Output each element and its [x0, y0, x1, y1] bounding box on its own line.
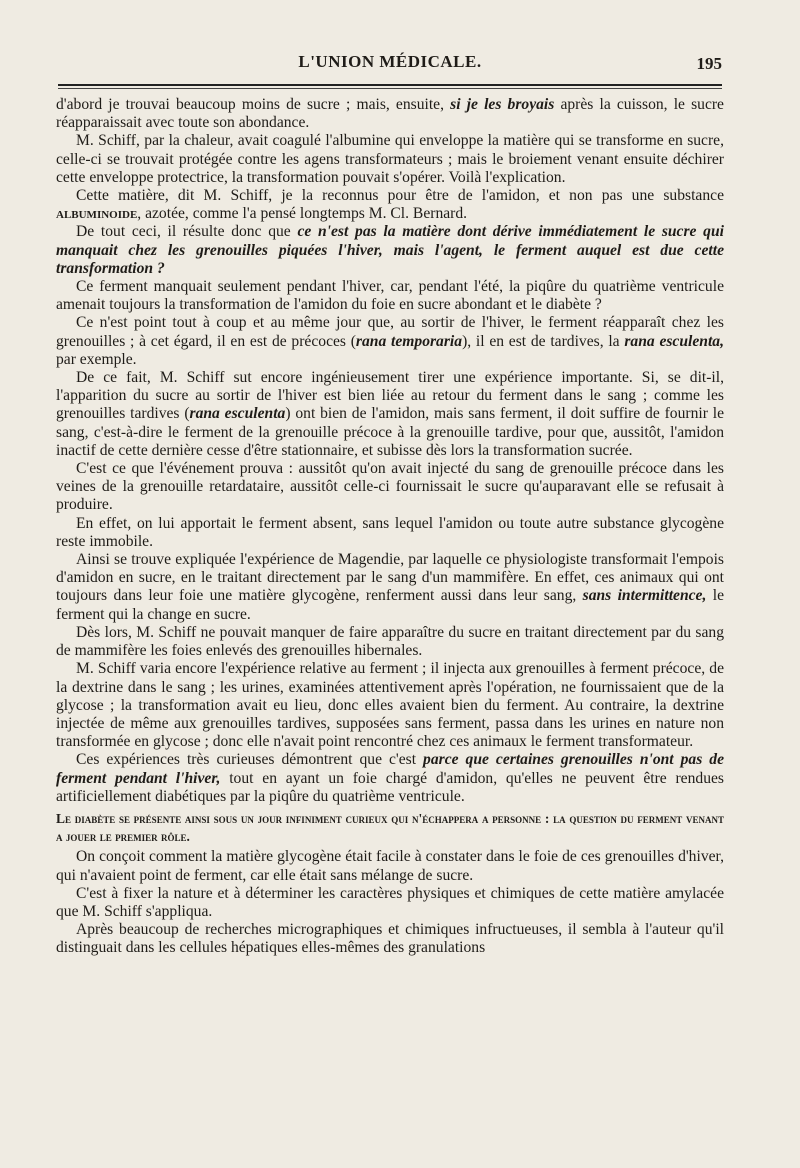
paragraph: [56, 885, 724, 921]
paragraph: [56, 223, 724, 278]
text-run: Ces expériences très curieuses démontrent que c'est: [76, 751, 424, 769]
section-heading: [56, 810, 724, 846]
italic-run: sans intermittence,: [582, 587, 707, 605]
small-caps-run: Le diabète se présente ainsi sous un jour infiniment curieux qui n'échappera a personne : la question du ferment venant a jouer le premier rôle.: [56, 810, 724, 845]
paragraph: [56, 278, 724, 314]
paragraph: [56, 187, 724, 223]
article-body: [56, 96, 724, 958]
paragraph: [56, 460, 724, 515]
small-caps-run: albuminoide: [56, 205, 138, 223]
text-run: le ferment qui la change en sucre.: [56, 587, 725, 623]
paragraph: [56, 751, 724, 806]
italic-run: rana esculenta,: [624, 332, 724, 350]
text-run: Ce ferment manquait seulement pendant l'hiver, car, pendant l'été, la piqûre du quatrième ventricule amenait toujours la transformation de l'amidon du foie en sucre abondant et le diabète ?: [56, 278, 724, 314]
text-run: M. Schiff, par la chaleur, avait coagulé l'albumine qui enveloppe la matière qui se transforme en sucre, celle-ci se trouvait protégée contre les agens transformateurs ; mais le broiement venant ensuite déchirer cette enveloppe protectrice, la transformation pouvait s'opérer. Voilà l'explication.: [56, 132, 724, 186]
text-run: d'abord je trouvai beaucoup moins de sucre ; mais, ensuite,: [56, 96, 451, 113]
text-run: ) ont bien de l'amidon, mais sans ferment, il doit suffire de fournir le sang, c'est-à-dire le ferment de la grenouille précoce à la grenouille tardive, pour que, aussitôt, l'amidon inactif de cette dernière cesse d'être stationnaire, et subisse dès lors la transformation sucrée.: [56, 405, 724, 459]
header-rule-thin: [58, 88, 722, 89]
text-run: De tout ceci, il résulte donc que: [76, 223, 298, 241]
page-number: 195: [696, 54, 722, 73]
italic-run: ce n'est pas la matière dont dérive immédiatement le sucre qui manquait chez les grenouilles piquées l'hiver, mais l'agent, le ferment auquel est due cette transformation ?: [56, 223, 724, 277]
paragraph: [56, 515, 724, 551]
text-run: On conçoit comment la matière glycogène était facile à constater dans le foie de ces grenouilles d'hiver, qui n'avaient point de ferment, car elle était sans mélange de sucre.: [56, 848, 724, 884]
text-run: C'est ce que l'événement prouva : aussitôt qu'on avait injecté du sang de grenouille précoce dans les veines de la grenouille retardataire, aussitôt celle-ci fournissait le sucre qu'auparavant elle se refusait à produire.: [56, 460, 724, 514]
paragraph: [56, 96, 724, 132]
text-run: Ce n'est point tout à coup et au même jour que, au sortir de l'hiver, le ferment réapparaît chez les grenouilles ; à cet égard, il en est de précoces (: [56, 314, 724, 350]
text-run: Dès lors, M. Schiff ne pouvait manquer de faire apparaître du sucre en traitant directement par du sang de mammifère les foies enlevés des grenouilles hibernales.: [56, 623, 724, 660]
text-run: Ainsi se trouve expliquée l'expérience de Magendie, par laquelle ce physiologiste transformait l'empois d'amidon en sucre, en le traitant directement par le sang d'un mammifère. En effet, ces animaux qui ont toujours dans leur foie une matière glycogène, renferment aussi dans leur sang,: [56, 551, 724, 605]
text-run: De ce fait, M. Schiff sut encore ingénieusement tirer une expérience importante. Si, se dit-il, l'apparition du sucre au sortir de l'hiver est bien liée au retour du ferment dans le sang ; comme les grenouilles tardives (: [56, 369, 724, 423]
paragraph: [56, 624, 724, 660]
text-run: , azotée, comme l'a pensé longtemps M. Cl. Bernard.: [137, 205, 468, 223]
text-run: M. Schiff varia encore l'expérience relative au ferment ; il injecta aux grenouilles à ferment précoce, de la dextrine dans le sang ; les urines, examinées attentivement après l'opération, ne fournissaient que de la glycose ; la transformation avait eu lieu, donc elles avaient bien du ferment. Au contraire, la dextrine injectée de même aux grenouilles tardives, supposées sans ferment, passa dans les urines en nature non transformée en glycose ; donc elle n'avait point rencontré chez ces animaux le ferment transformateur.: [56, 660, 724, 751]
journal-title: L'UNION MÉDICALE.: [298, 52, 482, 71]
text-run: tout en ayant un foie chargé d'amidon, qu'elles ne peuvent être rendues artificiellement diabétiques par la piqûre du quatrième ventricule.: [56, 769, 724, 805]
running-header: [58, 52, 722, 76]
text-run: ), il en est de tardives, la: [462, 332, 625, 350]
text-run: Après beaucoup de recherches micrographiques et chimiques infructueuses, il sembla à l'auteur qu'il distinguait dans les cellules hépatiques elles-mêmes des granulations: [56, 921, 724, 957]
text-run: Cette matière, dit M. Schiff, je la reconnus pour être de l'amidon, et non pas une substance: [76, 187, 724, 205]
paragraph: [56, 314, 724, 369]
paragraph: [56, 921, 724, 957]
text-run: par exemple.: [56, 350, 137, 368]
italic-run: rana esculenta: [189, 405, 286, 423]
paragraph: [56, 132, 724, 187]
paragraph: [56, 660, 724, 751]
text-run: après la cuisson, le sucre réapparaissait avec toute son abondance.: [56, 96, 724, 132]
text-run: C'est à fixer la nature et à déterminer les caractères physiques et chimiques de cette matière amylacée que M. Schiff s'appliqua.: [56, 884, 724, 920]
italic-run: rana temporaria: [355, 332, 463, 350]
italic-run: si je les broyais: [450, 96, 555, 113]
text-run: En effet, on lui apportait le ferment absent, sans lequel l'amidon ou toute autre substance glycogène reste immobile.: [56, 514, 724, 550]
italic-run: parce que certaines grenouilles n'ont pas de ferment pendant l'hiver,: [56, 751, 724, 787]
paragraph: [56, 551, 724, 624]
header-rule: [58, 84, 722, 86]
paragraph: [56, 848, 724, 884]
paragraph: [56, 369, 724, 460]
